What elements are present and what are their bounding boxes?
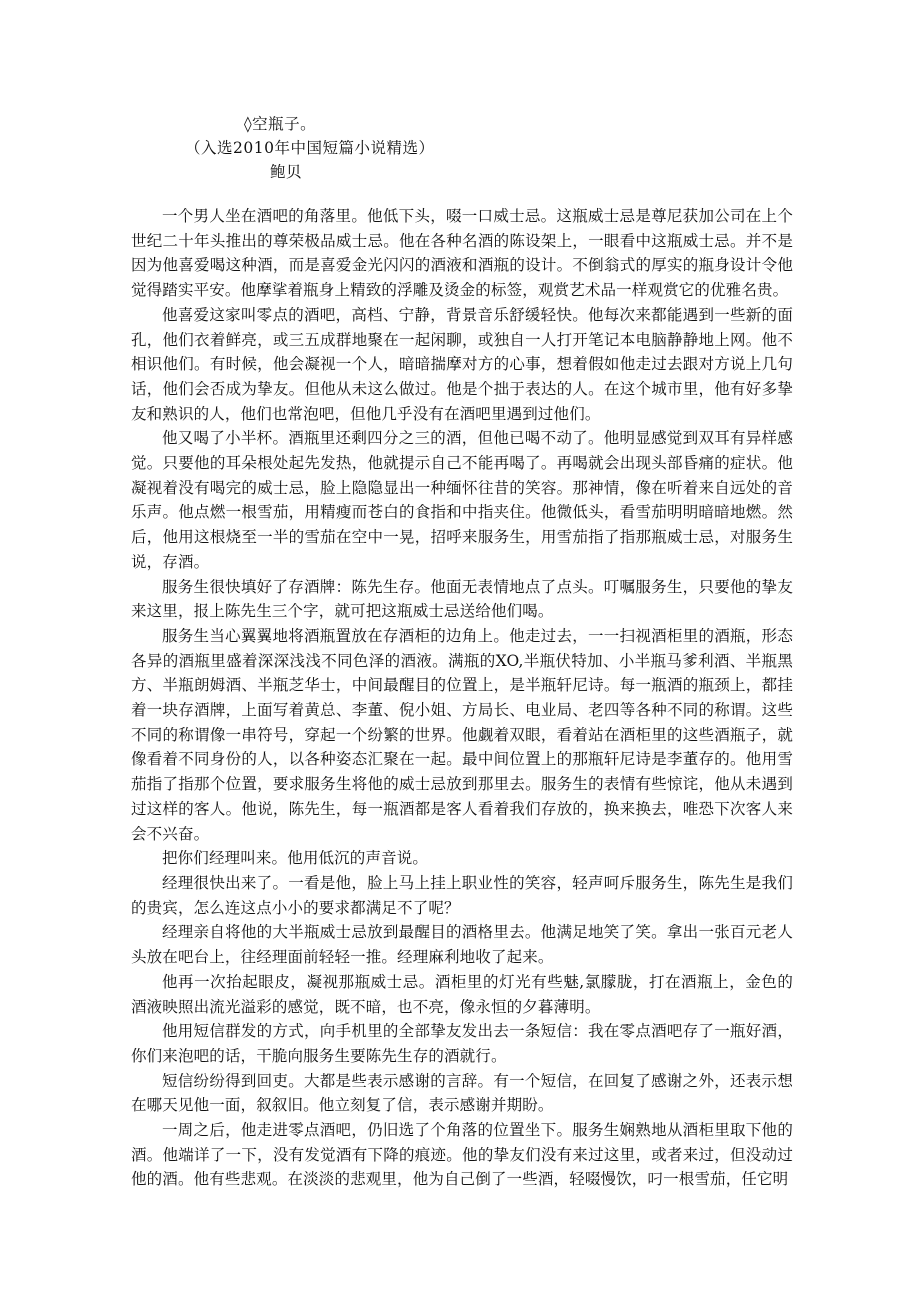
paragraph: 经理很快出来了。一看是他，脸上马上挂上职业性的笑容，轻声呵斥服务生，陈先生是我们的贵宾，怎么连这点小小的要求都满足不了呢？ <box>131 873 793 917</box>
document-author: 鲍贝 <box>270 163 303 181</box>
paragraph: 一周之后，他走进零点酒吧，仍旧选了个角落的位置坐下。服务生娴熟地从酒柜里取下他的酒。他端详了一下，没有发觉酒有下降的痕迹。他的挚友们没有来过这里，或者来过，但没动过他的酒。他有些悲观。在淡淡的悲观里，他为自己倒了一些酒，轻啜慢饮，叼一根雪茄，任它明 <box>131 1121 793 1189</box>
paragraph: 一个男人坐在酒吧的角落里。他低下头，啜一口威士忌。这瓶威士忌是尊尼获加公司在上个世纪二十年头推出的尊荣极品威士忌。他在各种名酒的陈设架上，一眼看中这瓶威士忌。并不是因为他喜爱喝这种酒，而是喜爱金光闪闪的酒液和酒瓶的设计。不倒翁式的厚实的瓶身设计令他觉得踏实平安。他摩挲着瓶身上精致的浮雕及烫金的标签，观赏艺术品一样观赏它的优雅名贵。 <box>131 207 793 300</box>
paragraph: 把你们经理叫来。他用低沉的声音说。 <box>162 849 429 868</box>
paragraph: 他喜爱这家叫零点的酒吧，高档、宁静，背景音乐舒缓轻快。他每次来都能遇到一些新的面孔，他们衣着鲜亮，或三五成群地聚在一起闲聊，或独自一人打开笔记本电脑静静地上网。他不相识他们。有时候，他会凝视一个人，暗暗揣摩对方的心事，想着假如他走过去跟对方说上几句话，他们会否成为挚友。但他从未这么做过。他是个拙于表达的人。在这个城市里，他有好多挚友和熟识的人，他们也常泡吧，但他几乎没有在酒吧里遇到过他们。 <box>131 305 793 423</box>
paragraph: 服务生当心翼翼地将酒瓶置放在存酒柜的边角上。他走过去，一一扫视酒柜里的酒瓶，形态各异的酒瓶里盛着深深浅浅不同色泽的酒液。满瓶的XO,半瓶伏特加、小半瓶马爹利酒、半瓶黑方、半瓶朗姆酒、半瓶芝华士，中间最醒目的位置上，是半瓶轩尼诗。每一瓶酒的瓶颈上，都挂着一块存酒牌，上面写着黄总、李董、倪小姐、方局长、电业局、老四等各种不同的称谓。这些不同的称谓像一串符号，穿起一个纷繁的世界。他觑着双眼，看着站在酒柜里的这些酒瓶子，就像看着不同身份的人，以各种姿态汇聚在一起。最中间位置上的那瓶轩尼诗是李董存的。他用雪茄指了指那个位置，要求服务生将他的威士忌放到那里去。服务生的表情有些惊诧，他从未遇到过这样的客人。他说，陈先生，每一瓶酒都是客人看着我们存放的，换来换去，唯恐下次客人来会不兴奋。 <box>131 626 793 843</box>
paragraph: 经理亲自将他的大半瓶威士忌放到最醒目的酒格里去。他满足地笑了笑。拿出一张百元老人头放在吧台上，往经理面前轻轻一推。经理麻利地收了起来。 <box>131 923 793 967</box>
paragraph: 他再一次抬起眼皮，凝视那瓶威士忌。酒柜里的灯光有些魅,氯朦胧，打在酒瓶上，金色的酒液映照出流光溢彩的感觉，既不暗，也不亮，像永恒的夕暮薄明。 <box>131 972 793 1016</box>
paragraph: 他用短信群发的方式，向手机里的全部挚友发出去一条短信：我在零点酒吧存了一瓶好酒，你们来泡吧的话，干脆向服务生要陈先生存的酒就行。 <box>131 1022 793 1065</box>
story-body <box>131 204 793 1192</box>
paragraph: 短信纷纷得到回吏。大都是些表示感谢的言辞。有一个短信，在回复了感谢之外，还表示想在哪天见他一面，叙叙旧。他立刻复了信，表示感谢并期盼。 <box>131 1071 793 1115</box>
document-subtitle: （入选2010年中国短篇小说精选） <box>185 139 435 157</box>
paragraph: 他又喝了小半杯。酒瓶里还剩四分之三的酒，但他已喝不动了。他明显感觉到双耳有异样感觉。只要他的耳朵根处起先发热，他就提示自己不能再喝了。再喝就会出现头部昏痛的症状。他凝视着没有喝完的威士忌，脸上隐隐显出一种缅怀往昔的笑容。那神情，像在听着来自远处的音乐声。他点燃一根雪茄，用精瘦而苍白的食指和中指夹住。他微低头，看雪茄明明暗暗地燃。然后，他用这根烧至一半的雪茄在空中一晃，招呼来服务生，用雪茄指了指那瓶威士忌，对服务生说，存酒。 <box>131 429 793 571</box>
paragraph: 服务生很快填好了存酒牌：陈先生存。他面无表情地点了点头。叮嘱服务生，只要他的挚友来这里，报上陈先生三个字，就可把这瓶威士忌送给他们喝。 <box>131 577 793 621</box>
document-title: ◊空瓶子。 <box>244 115 317 133</box>
